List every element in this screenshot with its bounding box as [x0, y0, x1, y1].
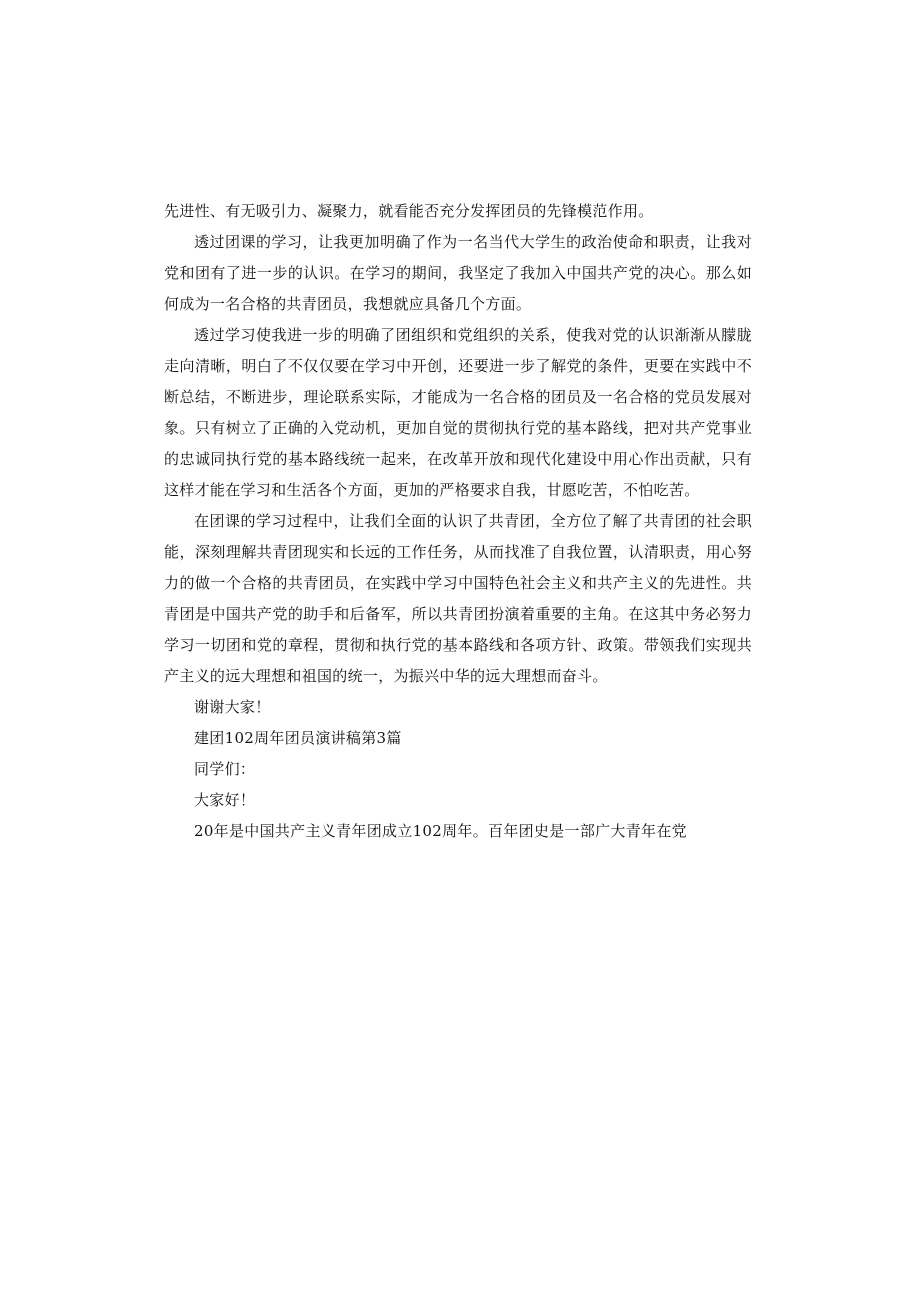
closing-thanks: 谢谢大家！ [194, 698, 271, 716]
paragraph-continuation: 先进性、有无吸引力、凝聚力，就看能否充分发挥团员的先锋模范作用。 [164, 202, 654, 220]
document-body [164, 196, 752, 847]
section-heading: 建团102周年团员演讲稿第3篇 [194, 729, 402, 747]
paragraph-party-relationship: 透过学习使我进一步的明确了团组织和党组织的关系，使我对党的认识渐渐从朦胧走向清晰，明白了不仅仅要在学习中开创，还要进一步了解党的条件，更要在实践中不断总结，不断进步，理论联系实际，才能成为一名合格的团员及一名合格的党员发展对象。只有树立了正确的入党动机，更加自觉的贯彻执行党的基本路线，把对共产党事业的忠诚同执行党的基本路线统一起来，在改革开放和现代化建设中用心作出贡献，只有这样才能在学习和生活各个方面，更加的严格要求自我，甘愿吃苦，不怕吃苦。 [164, 326, 752, 499]
opening-sentence: 20年是中国共产主义青年团成立102周年。百年团史是一部广大青年在党 [194, 822, 687, 840]
salutation-classmates: 同学们： [194, 760, 256, 778]
paragraph-team-class-study: 透过团课的学习，让我更加明确了作为一名当代大学生的政治使命和职责，让我对党和团有了进一步的认识。在学习的期间，我坚定了我加入中国共产党的决心。那么如何成为一名合格的共青团员，我想就应具备几个方面。 [164, 233, 752, 313]
greeting: 大家好！ [194, 791, 256, 809]
paragraph-youth-league-understanding: 在团课的学习过程中，让我们全面的认识了共青团，全方位了解了共青团的社会职能，深刻理解共青团现实和长远的工作任务，从而找准了自我位置，认清职责，用心努力的做一个合格的共青团员，在实践中学习中国特色社会主义和共产主义的先进性。共青团是中国共产党的助手和后备军，所以共青团扮演着重要的主角。在这其中务必努力学习一切团和党的章程，贯彻和执行党的基本路线和各项方针、政策。带领我们实现共产主义的远大理想和祖国的统一，为振兴中华的远大理想而奋斗。 [164, 512, 752, 685]
